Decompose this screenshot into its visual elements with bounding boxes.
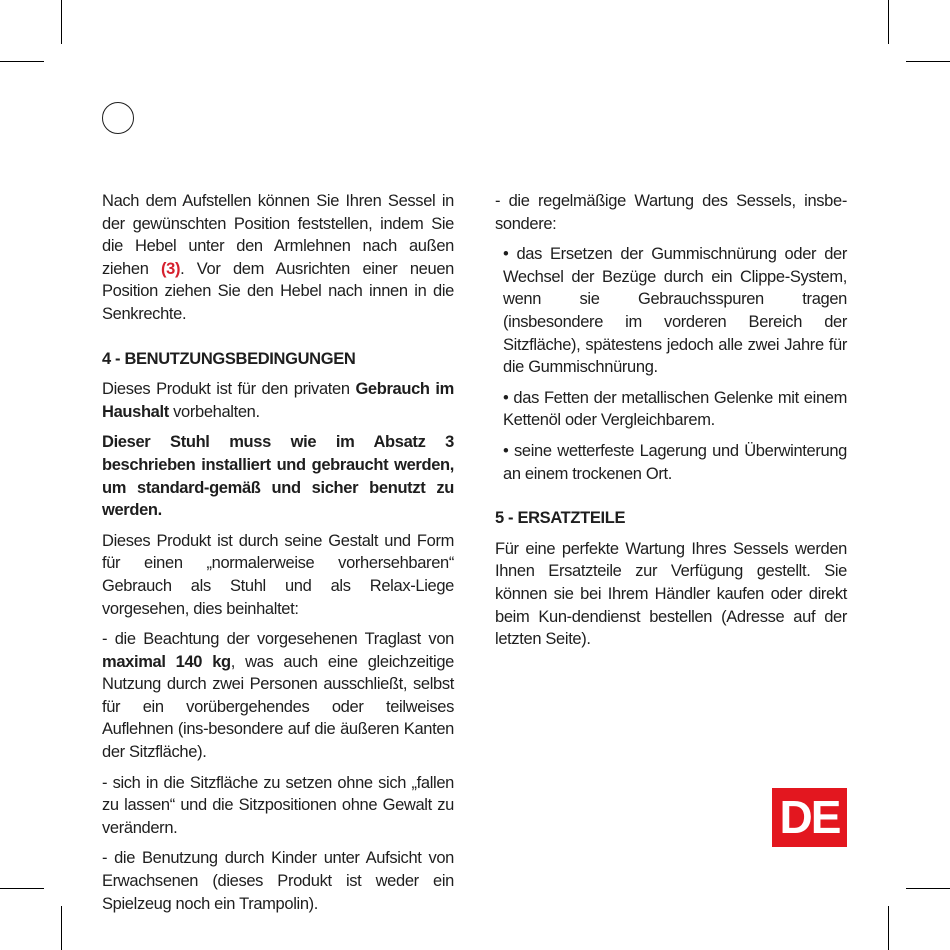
crop-mark-bottom-left-vertical: [61, 906, 62, 950]
bullet-greasing: • das Fetten der metallischen Gelenke mit einem Kettenöl oder Vergleichbarem.: [503, 388, 847, 430]
paragraph-positioning: Nach dem Aufstellen können Sie Ihren Sessel in der gewünschten Position feststellen, indem Sie die Hebel unter den Armlehnen nach außen ziehen (3). Vor dem Ausrichten einer neuen Position ziehen Sie den Hebel nach innen in die Senkrechte.: [102, 192, 454, 323]
crop-mark-top-right-vertical: [888, 0, 889, 44]
crop-mark-bottom-right-vertical: [888, 906, 889, 950]
bullet-replacement: • das Ersetzen der Gummischnürung oder der Wechsel der Bezüge durch ein Clippe-System, wenn sie Gebrauchsspuren tragen (insbesondere im vorderen Bereich der Sitzfläche), spätestens jedoch alle zwei Jahre für die Gummischnürung.: [503, 245, 847, 377]
figure-reference: (3): [160, 259, 181, 278]
crop-mark-top-right-horizontal: [906, 61, 950, 62]
right-column: [495, 190, 847, 659]
language-badge: DE: [772, 788, 847, 847]
crop-mark-top-left-vertical: [61, 0, 62, 44]
paragraph-maintenance: - die regelmäßige Wartung des Sessels, insbe-sondere:: [495, 192, 847, 233]
section-heading-5: 5 - ERSATZTEILE: [495, 509, 626, 528]
crop-mark-bottom-right-horizontal: [906, 888, 950, 889]
crop-mark-top-left-horizontal: [0, 61, 44, 62]
paragraph-children: - die Benutzung durch Kinder unter Aufsicht von Erwachsenen (dieses Produkt ist weder ein Spielzeug noch ein Trampolin).: [102, 849, 454, 913]
paragraph-private-use: Dieses Produkt ist für den privaten Gebrauch im Haushalt vorbehalten.: [102, 380, 454, 421]
left-column: [102, 190, 454, 923]
paragraph-installation-warning: Dieser Stuhl muss wie im Absatz 3 beschrieben installiert und gebraucht werden, um standard-gemäß und sicher benutzt zu werden.: [102, 433, 454, 520]
paragraph-intended-use: Dieses Produkt ist durch seine Gestalt und Form für einen „normalerweise vorhersehbaren“ Gebrauch als Stuhl und als Relax-Liege vorgesehen, dies beinhaltet:: [102, 531, 454, 618]
paragraph-spare-parts: Für eine perfekte Wartung Ihres Sessels werden Ihnen Ersatzteile zur Verfügung gestellt. Sie können sie bei Ihrem Händler kaufen oder direkt beim Kun-dendienst bestellen (Adresse auf der letzten Seite).: [495, 539, 847, 649]
section-heading-4: 4 - BENUTZUNGSBEDINGUNGEN: [102, 349, 356, 368]
paragraph-load-limit: - die Beachtung der vorgesehenen Traglast von maximal 140 kg, was auch eine gleichzeitige Nutzung durch zwei Personen ausschließt, selbst für ein vorübergehendes oder teilweises Auflehnen (ins-besondere auf die äußeren Kanten der Sitzfläche).: [102, 630, 454, 762]
bullet-storage: • seine wetterfeste Lagerung und Überwinterung an einem trockenen Ort.: [503, 441, 847, 483]
crop-mark-bottom-left-horizontal: [0, 888, 44, 889]
paragraph-sitting: - sich in die Sitzfläche zu setzen ohne sich „fallen zu lassen“ und die Sitzpositionen ohne Gewalt zu verändern.: [102, 773, 454, 837]
page-number-circle: [102, 102, 134, 134]
